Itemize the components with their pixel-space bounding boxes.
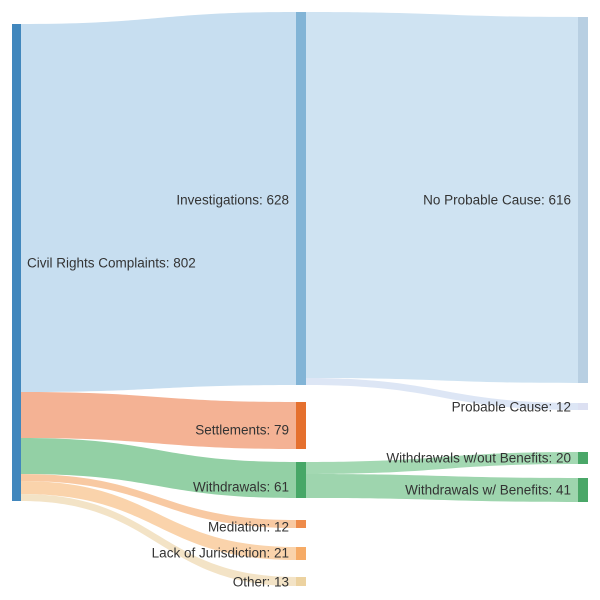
label-other: Other: 13 [232, 574, 289, 590]
node-settlements[interactable] [296, 402, 306, 449]
label-no-probable-cause: No Probable Cause: 616 [423, 192, 571, 208]
node-investigations[interactable] [296, 12, 306, 385]
label-withdrawals-wout-benefits: Withdrawals w/out Benefits: 20 [386, 450, 571, 466]
node-mediation[interactable] [296, 520, 306, 528]
node-probable-cause[interactable] [578, 403, 588, 410]
label-mediation: Mediation: 12 [207, 519, 289, 535]
node-civil-rights-complaints[interactable] [12, 24, 21, 501]
label-withdrawals: Withdrawals: 61 [192, 479, 289, 495]
node-no-probable-cause[interactable] [578, 17, 588, 383]
label-probable-cause: Probable Cause: 12 [451, 399, 571, 415]
flow-civil-rights-complaints-to-other [21, 494, 296, 586]
label-withdrawals-w-benefits: Withdrawals w/ Benefits: 41 [405, 482, 571, 498]
node-withdrawals-w-benefits[interactable] [578, 478, 588, 502]
node-withdrawals-wout-benefits[interactable] [578, 452, 588, 464]
node-withdrawals[interactable] [296, 462, 306, 498]
label-civil-rights-complaints: Civil Rights Complaints: 802 [27, 255, 196, 271]
node-lack-of-jurisdiction[interactable] [296, 547, 306, 560]
label-investigations: Investigations: 628 [176, 192, 289, 208]
node-other[interactable] [296, 577, 306, 586]
label-settlements: Settlements: 79 [195, 422, 289, 438]
label-lack-of-jurisdiction: Lack of Jurisdiction: 21 [151, 545, 289, 561]
